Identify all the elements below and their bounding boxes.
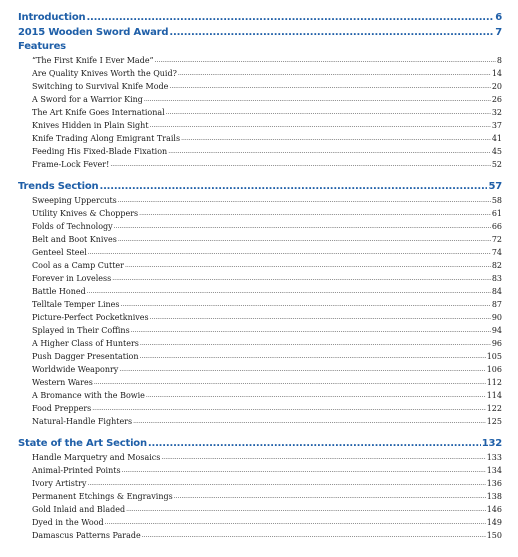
toc-item-page: 105 <box>486 352 502 361</box>
dot-leader <box>125 259 491 272</box>
toc-item[interactable] <box>18 119 502 132</box>
toc-item-title: Belt and Boot Knives <box>32 235 117 244</box>
dot-leader <box>148 436 481 451</box>
toc-item-title: Forever in Loveless <box>32 274 112 283</box>
toc-item[interactable] <box>18 233 502 246</box>
toc-item-title: Ivory Artistry <box>32 479 87 488</box>
dot-leader <box>121 298 491 311</box>
toc-item-title: Battle Honed <box>32 287 86 296</box>
dot-leader <box>155 54 496 67</box>
toc-item-title: Frame-Lock Fever! <box>32 160 110 169</box>
dot-leader <box>114 220 491 233</box>
toc-item-title: A Sword for a Warrior King <box>32 95 143 104</box>
dot-leader <box>140 350 486 363</box>
dot-leader <box>150 119 491 132</box>
toc-item-page: 8 <box>496 56 502 65</box>
toc-item-title: Food Preppers <box>32 404 92 413</box>
toc-item[interactable] <box>18 194 502 207</box>
toc-item-title: Worldwide Weaponry <box>32 365 119 374</box>
toc-entry-wooden-sword-award[interactable] <box>18 25 502 40</box>
toc-entry-introduction[interactable] <box>18 10 502 25</box>
toc-item-page: 138 <box>486 492 502 501</box>
toc-item[interactable] <box>18 350 502 363</box>
toc-item[interactable] <box>18 158 502 171</box>
toc-item[interactable] <box>18 132 502 145</box>
toc-item[interactable] <box>18 106 502 119</box>
dot-leader <box>161 451 485 464</box>
toc-item-page: 125 <box>486 417 502 426</box>
toc-item-page: 74 <box>491 248 502 257</box>
features-heading-label: Features <box>18 41 66 52</box>
features-list <box>18 54 502 171</box>
dot-leader <box>133 415 486 428</box>
toc-item[interactable] <box>18 464 502 477</box>
toc-item-page: 20 <box>491 82 502 91</box>
toc-item-page: 90 <box>491 313 502 322</box>
toc-item[interactable] <box>18 415 502 428</box>
toc-item-page: 150 <box>486 531 502 540</box>
toc-item-title: Picture-Perfect Pocketknives <box>32 313 149 322</box>
toc-item-page: 134 <box>486 466 502 475</box>
features-heading <box>18 40 502 54</box>
toc-item-title: Push Dagger Presentation <box>32 352 139 361</box>
trends-list <box>18 194 502 428</box>
toc-item-page: 106 <box>486 365 502 374</box>
dot-leader <box>139 207 491 220</box>
toc-item-page: 94 <box>491 326 502 335</box>
toc-item-title: Sweeping Uppercuts <box>32 196 117 205</box>
toc-item-page: 146 <box>486 505 502 514</box>
toc-item-page: 41 <box>491 134 502 143</box>
toc-item-title: Are Quality Knives Worth the Quid? <box>32 69 177 78</box>
toc-item-title: Gold Inlaid and Bladed <box>32 505 126 514</box>
dot-leader <box>118 233 491 246</box>
toc-item-title: A Higher Class of Hunters <box>32 339 139 348</box>
toc-item-title: Animal-Printed Points <box>32 466 121 475</box>
toc-entry-page: 6 <box>495 12 502 23</box>
table-of-contents <box>18 10 502 542</box>
dot-leader <box>146 389 486 402</box>
toc-item[interactable] <box>18 516 502 529</box>
toc-item[interactable] <box>18 80 502 93</box>
toc-item-title: Permanent Etchings & Engravings <box>32 492 173 501</box>
toc-item-title: A Bromance with the Bowie <box>32 391 145 400</box>
toc-item-page: 72 <box>491 235 502 244</box>
toc-item-page: 66 <box>491 222 502 231</box>
toc-item[interactable] <box>18 298 502 311</box>
toc-item[interactable] <box>18 220 502 233</box>
dot-leader <box>122 464 486 477</box>
toc-item-title: “The First Knife I Ever Made” <box>32 56 154 65</box>
toc-item[interactable] <box>18 363 502 376</box>
toc-entry-title: Introduction <box>18 12 86 23</box>
toc-item-page: 136 <box>486 479 502 488</box>
dot-leader <box>168 145 491 158</box>
toc-item-title: Switching to Survival Knife Mode <box>32 82 169 91</box>
toc-item-page: 61 <box>491 209 502 218</box>
toc-item[interactable] <box>18 490 502 503</box>
dot-leader <box>178 67 491 80</box>
toc-item-title: Damascus Patterns Parade <box>32 531 141 540</box>
toc-item[interactable] <box>18 145 502 158</box>
dot-leader <box>88 246 491 259</box>
toc-item[interactable] <box>18 54 502 67</box>
toc-item-page: 112 <box>486 378 502 387</box>
toc-item[interactable] <box>18 337 502 350</box>
dot-leader <box>94 376 486 389</box>
toc-item-title: Feeding His Fixed-Blade Fixation <box>32 147 168 156</box>
toc-item-title: Splayed in Their Coffins <box>32 326 130 335</box>
toc-item-title: Cool as a Camp Cutter <box>32 261 124 270</box>
dot-leader <box>110 158 491 171</box>
toc-item-page: 114 <box>486 391 502 400</box>
toc-item[interactable] <box>18 402 502 415</box>
dot-leader <box>174 490 486 503</box>
toc-item-title: Genteel Steel <box>32 248 87 257</box>
dot-leader <box>140 337 491 350</box>
dot-leader <box>86 10 494 25</box>
toc-item-page: 122 <box>486 404 502 413</box>
dot-leader <box>144 93 491 106</box>
toc-entry-trends-section[interactable] <box>18 179 502 194</box>
toc-item-page: 82 <box>491 261 502 270</box>
toc-item[interactable] <box>18 246 502 259</box>
toc-entry-title: Trends Section <box>18 181 99 192</box>
toc-entry-page: 132 <box>481 438 502 449</box>
dot-leader <box>105 516 486 529</box>
dot-leader <box>119 363 485 376</box>
dot-leader <box>87 285 491 298</box>
toc-item[interactable] <box>18 477 502 490</box>
toc-entry-page: 57 <box>488 181 502 192</box>
dot-leader <box>92 402 485 415</box>
dot-leader <box>142 529 486 542</box>
toc-item-title: Telltale Temper Lines <box>32 300 120 309</box>
toc-item-title: Knife Trading Along Emigrant Trails <box>32 134 181 143</box>
toc-item[interactable] <box>18 529 502 542</box>
toc-item[interactable] <box>18 376 502 389</box>
dot-leader <box>169 25 494 40</box>
dot-leader <box>112 272 491 285</box>
toc-entry-page: 7 <box>495 27 502 38</box>
dot-leader <box>131 324 491 337</box>
toc-item[interactable] <box>18 324 502 337</box>
toc-item-page: 26 <box>491 95 502 104</box>
toc-item-page: 96 <box>491 339 502 348</box>
toc-item[interactable] <box>18 451 502 464</box>
toc-item-title: Knives Hidden in Plain Sight <box>32 121 149 130</box>
toc-item-page: 52 <box>491 160 502 169</box>
dot-leader <box>166 106 491 119</box>
dot-leader <box>150 311 491 324</box>
toc-item[interactable] <box>18 311 502 324</box>
toc-item-title: Folds of Technology <box>32 222 113 231</box>
toc-item-page: 32 <box>491 108 502 117</box>
toc-item-title: Utility Knives & Choppers <box>32 209 139 218</box>
toc-item-title: Dyed in the Wood <box>32 518 104 527</box>
toc-entry-state-of-the-art-section[interactable] <box>18 436 502 451</box>
toc-item[interactable] <box>18 285 502 298</box>
toc-item[interactable] <box>18 67 502 80</box>
dot-leader <box>181 132 491 145</box>
toc-item-page: 45 <box>491 147 502 156</box>
dot-leader <box>118 194 491 207</box>
toc-item-title: Western Wares <box>32 378 93 387</box>
toc-item[interactable] <box>18 93 502 106</box>
dot-leader <box>87 477 485 490</box>
toc-item[interactable] <box>18 272 502 285</box>
toc-item-page: 149 <box>486 518 502 527</box>
toc-entry-title: 2015 Wooden Sword Award <box>18 27 169 38</box>
dot-leader <box>126 503 486 516</box>
toc-item[interactable] <box>18 503 502 516</box>
toc-item-page: 37 <box>491 121 502 130</box>
toc-item-title: The Art Knife Goes International <box>32 108 165 117</box>
dot-leader <box>99 179 487 194</box>
toc-item-page: 58 <box>491 196 502 205</box>
toc-item-page: 133 <box>486 453 502 462</box>
toc-item[interactable] <box>18 389 502 402</box>
toc-entry-title: State of the Art Section <box>18 438 147 449</box>
state-of-art-list <box>18 451 502 542</box>
toc-item[interactable] <box>18 207 502 220</box>
toc-item-page: 83 <box>491 274 502 283</box>
toc-item-title: Natural-Handle Fighters <box>32 417 133 426</box>
toc-item-title: Handle Marquetry and Mosaics <box>32 453 161 462</box>
toc-item-page: 14 <box>491 69 502 78</box>
toc-item-page: 84 <box>491 287 502 296</box>
toc-item-page: 87 <box>491 300 502 309</box>
toc-item[interactable] <box>18 259 502 272</box>
dot-leader <box>169 80 490 93</box>
